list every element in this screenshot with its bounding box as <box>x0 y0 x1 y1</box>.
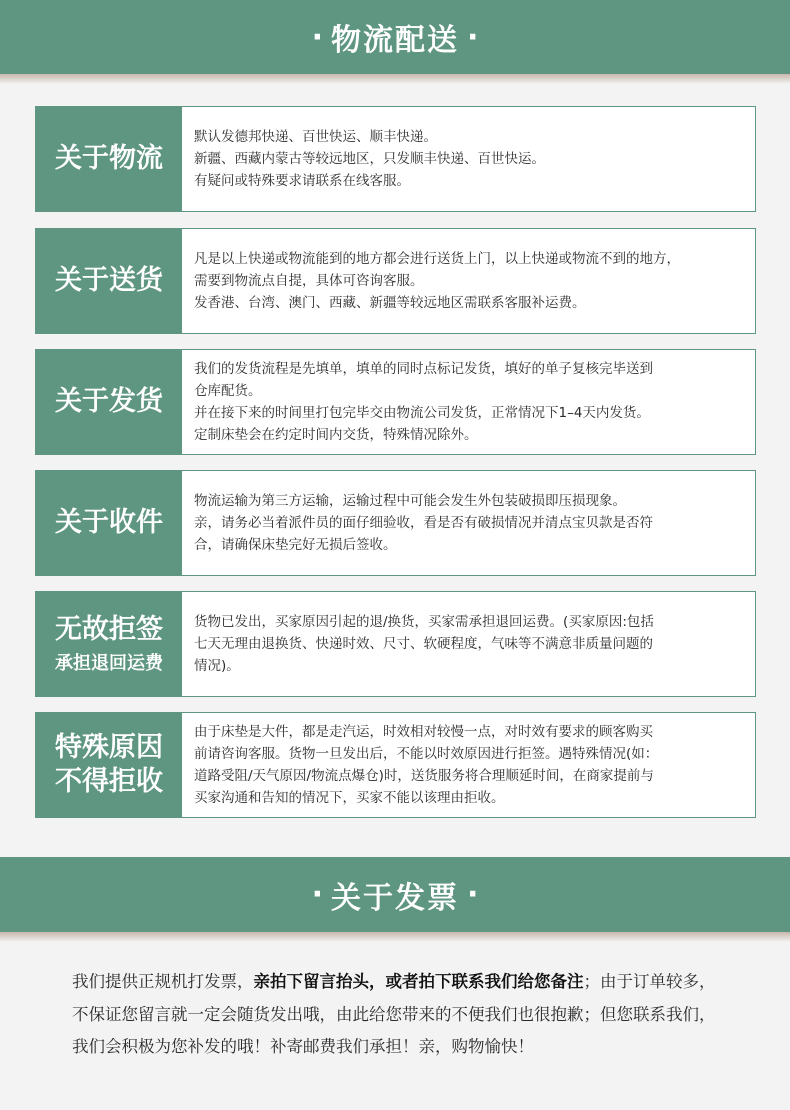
card-delivery <box>35 228 756 334</box>
card-label-text-2: 不得拒收 <box>55 766 163 797</box>
card-line: 我们的发货流程是先填单，填单的同时点标记发货，填好的单子复核完毕送到 <box>194 361 653 377</box>
card-line: 定制床垫会在约定时间内交货，特殊情况除外。 <box>194 427 478 443</box>
card-receiving <box>35 470 756 576</box>
card-line: 亲，请务必当着派件员的面仔细验收，看是否有破损情况并清点宝贝款是否符 <box>194 515 653 531</box>
card-line: 买家沟通和告知的情况下，买家不能以该理由拒收。 <box>194 790 505 806</box>
card-line: 道路受阻/天气原因/物流点爆仓)时，送货服务将合理顺延时间，在商家提前与 <box>194 768 654 784</box>
card-text <box>182 471 755 575</box>
card-text <box>182 229 755 333</box>
logistics-header <box>0 0 790 74</box>
card-line: 仓库配货。 <box>194 383 262 399</box>
card-text <box>182 107 755 211</box>
card-line: 凡是以上快递或物流能到的地方都会进行送货上门，以上快递或物流不到的地方， <box>194 251 680 267</box>
invoice-text-bold: 亲拍下留言抬头，或者拍下联系我们给您备注 <box>253 972 584 991</box>
card-text <box>182 592 755 696</box>
header-dot-left: · <box>311 877 323 912</box>
card-special <box>35 712 756 818</box>
header-dot-right: · <box>467 19 479 55</box>
card-text <box>182 350 755 454</box>
card-logistics <box>35 106 756 212</box>
card-line: 货物已发出，买家原因引起的退/换货，买家需承担退回运费。(买家原因:包括 <box>194 614 654 630</box>
card-label <box>36 592 182 696</box>
card-label-text: 关于物流 <box>55 143 163 175</box>
card-label <box>36 350 182 454</box>
card-refusal <box>35 591 756 697</box>
card-label-text: 关于收件 <box>55 507 163 539</box>
card-label-text: 关于送货 <box>55 265 163 297</box>
invoice-paragraph <box>72 966 722 1064</box>
header-shadow <box>0 74 790 84</box>
card-line: 发香港、台湾、澳门、西藏、新疆等较远地区需联系客服补运费。 <box>194 295 586 311</box>
card-line: 需要到物流点自提，具体可咨询客服。 <box>194 273 424 289</box>
card-label-text: 无故拒签 <box>55 614 163 646</box>
card-label-text: 特殊原因 <box>55 732 163 764</box>
card-sublabel-text: 承担退回运费 <box>55 652 163 674</box>
card-label-text: 关于发货 <box>55 386 163 418</box>
card-line: 前请咨询客服。货物一旦发出后，不能以时效原因进行拒签。遇特殊情况(如： <box>194 746 659 762</box>
card-line: 并在接下来的时间里打包完毕交由物流公司发货，正常情况下1–4天内发货。 <box>194 405 650 421</box>
card-line: 七天无理由退换货、快递时效、尺寸、软硬程度，气味等不满意非质量问题的 <box>194 636 653 652</box>
card-line: 由于床垫是大件，都是走汽运，时效相对较慢一点，对时效有要求的顾客购买 <box>194 724 653 740</box>
invoice-title: 关于发票 <box>331 880 459 916</box>
header-shadow <box>0 932 790 942</box>
card-label <box>36 229 182 333</box>
card-shipping <box>35 349 756 455</box>
invoice-text-part2: ；由于订单较多，不保证您留言就一定会随货发出哦，由此给您带来的不便我们也很抱歉；但您联系我们，我们会积极为您补发的哦！补寄邮费我们承担！亲，购物愉快！ <box>72 972 716 1056</box>
logistics-title: 物流配送 <box>331 23 459 58</box>
card-label <box>36 713 182 817</box>
card-line: 有疑问或特殊要求请联系在线客服。 <box>194 173 410 189</box>
header-dot-left: · <box>311 19 323 55</box>
card-line: 默认发德邦快递、百世快运、顺丰快递。 <box>194 129 437 145</box>
card-text <box>182 713 755 817</box>
card-line: 合，请确保床垫完好无损后签收。 <box>194 537 397 553</box>
card-line: 情况)。 <box>194 658 240 674</box>
card-line: 物流运输为第三方运输，运输过程中可能会发生外包装破损即压损现象。 <box>194 493 626 509</box>
header-dot-right: · <box>467 877 479 912</box>
card-line: 新疆、西藏内蒙古等较远地区，只发顺丰快递、百世快运。 <box>194 151 545 167</box>
invoice-header <box>0 857 790 932</box>
card-label <box>36 471 182 575</box>
card-label <box>36 107 182 211</box>
invoice-text-part1: 我们提供正规机打发票， <box>72 972 254 991</box>
